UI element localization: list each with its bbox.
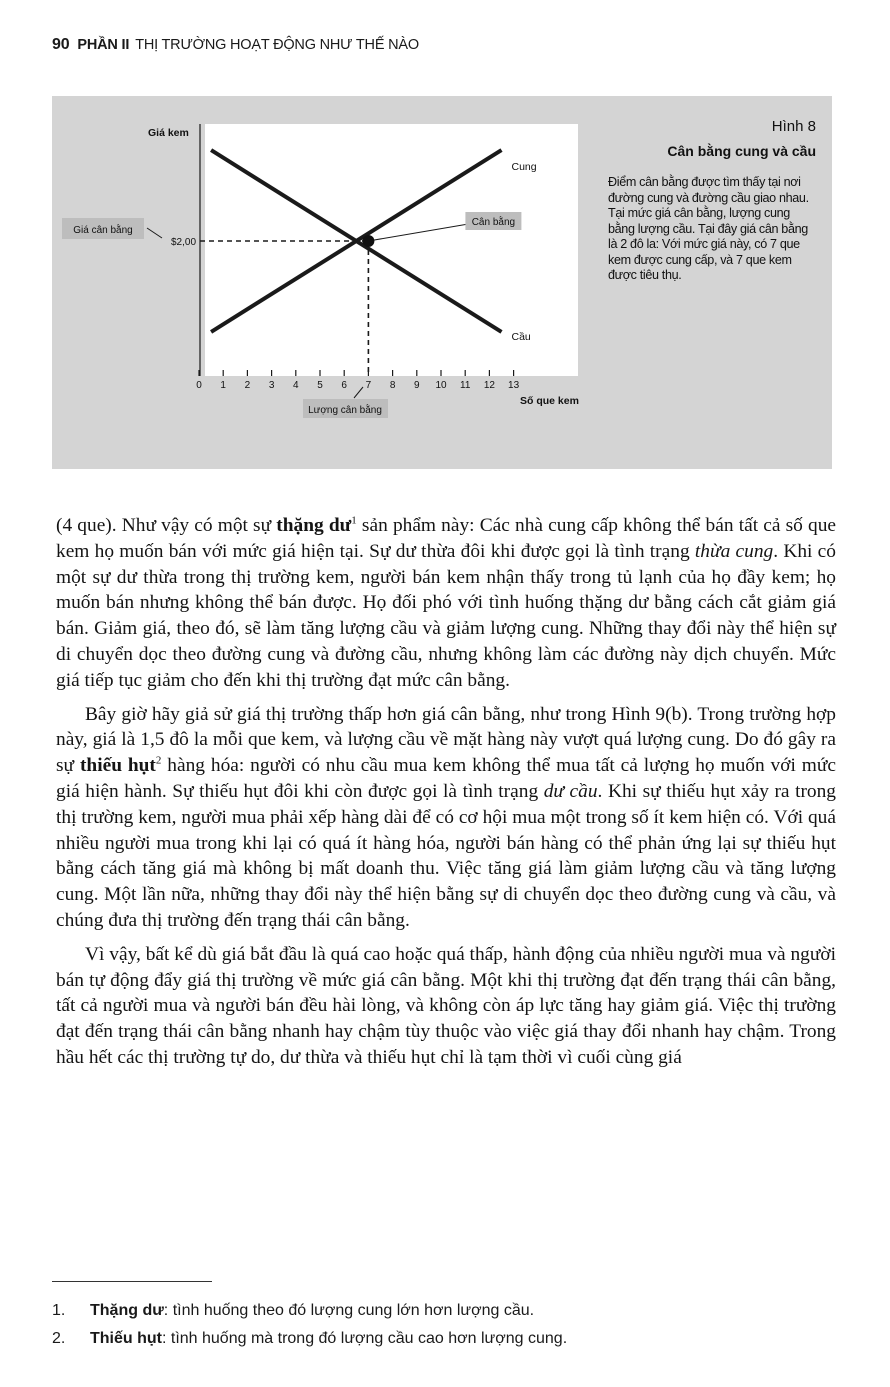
footnote-term: Thặng dư (90, 1302, 164, 1319)
paragraph-1 (56, 513, 836, 694)
footnote-text: : tình huống theo đó lượng cung lớn hơn lượng cầu. (163, 1302, 535, 1319)
figure-title: Cân bằng cung và cầu (667, 143, 816, 159)
x-tick-label: 7 (365, 380, 372, 391)
equilibrium-label: Cân bằng (471, 217, 516, 228)
price-tick-label: $2,00 (171, 237, 197, 248)
term-excess-supply: thừa cung (694, 540, 774, 562)
paragraph-2 (56, 702, 836, 934)
x-tick-label: 0 (196, 380, 202, 391)
footnote-divider (52, 1281, 212, 1282)
footnote-number: 1. (52, 1302, 66, 1319)
p1-text-c: sản phẩm này: Các nhà cung cấp không thể bán tất cả số que kem họ muốn bán với mức giá hiện tại. Sự dư thừa đôi khi được gọi là tình trạng (56, 515, 837, 562)
body-text (56, 513, 836, 1079)
x-tick-label: 10 (435, 380, 447, 391)
page-number: 90 (52, 36, 70, 53)
x-tick-label: 12 (483, 380, 495, 391)
supply-label: Cung (511, 161, 537, 174)
x-tick-label: 3 (268, 380, 275, 391)
term-excess-demand: dư cầu (543, 780, 598, 802)
part-label: PHẦN II (77, 37, 130, 53)
quantity-annotation-label: Lượng cân bằng (308, 405, 382, 416)
x-tick-label: 2 (244, 380, 251, 391)
x-tick-label: 4 (293, 380, 299, 391)
footnote-text: : tình huống mà trong đó lượng cầu cao hơn lượng cung. (161, 1330, 568, 1347)
x-tick-label: 5 (317, 380, 323, 391)
x-tick-label: 11 (460, 380, 471, 391)
x-axis-label: Số que kem (520, 395, 579, 407)
section-title: THỊ TRƯỜNG HOẠT ĐỘNG NHƯ THẾ NÀO (135, 37, 419, 53)
figure-number: Hình 8 (771, 118, 816, 135)
footnote-1 (52, 1297, 842, 1325)
x-tick-label: 6 (341, 380, 347, 391)
equilibrium-point (362, 235, 374, 247)
p2-text-e: . Khi sự thiếu hụt xảy ra trong thị trường kem, người mua phải xếp hàng dài để có cơ hội mua một trong số ít kem hiện có. Với quá nhiều người mua trong khi lại có quá ít hàng hóa, người bán hàng có thể phản ứng lại sự thiếu hụt bằng cách tăng giá mà không bị mất doanh thu. Việc tăng giá làm giảm lượng cầu và tăng lượng cung. Một lần nữa, những thay đổi này thể hiện bằng sự di chuyển dọc theo đường cung và cầu, và chúng đưa thị trường đến trạng thái cân bằng. (56, 780, 836, 931)
price-annotation-label: Giá cân bằng (73, 225, 133, 236)
footnote-ref-1: 1 (351, 514, 357, 527)
footnote-number: 2. (52, 1330, 66, 1347)
footnote-term: Thiếu hụt (90, 1330, 162, 1347)
footnote-2 (52, 1325, 842, 1353)
x-tick-label: 13 (508, 380, 520, 391)
x-tick-label: 8 (389, 380, 396, 391)
p2-text-a: Bây giờ hãy giả sử giá thị trường thấp hơn giá cân bằng, như trong Hình 9(b). Trong trường hợp này, giá là 1,5 đô la mỗi que kem, và lượng cầu về mặt hàng này vượt quá lượng cung. Do đó gây ra sự (56, 703, 836, 777)
paragraph-3: Vì vậy, bất kể dù giá bắt đầu là quá cao hoặc quá thấp, hành động của nhiều người mua và người bán tự động đẩy giá thị trường về mức giá cân bằng. Một khi thị trường đạt đến trạng thái cân bằng, tất cả người mua và người bán đều hài lòng, và không còn áp lực tăng hay giảm giá. Việc thị trường đạt đến trạng thái cân bằng nhanh hay chậm tùy thuộc vào việc giá thay đổi nhanh hay chậm. Trong hầu hết các thị trường tự do, dư thừa và thiếu hụt chỉ là tạm thời vì cuối cùng giá (56, 943, 836, 1068)
y-axis-label: Giá kem (148, 127, 189, 139)
term-shortage: thiếu hụt (79, 755, 156, 777)
p2-text-c: hàng hóa: người có nhu cầu mua kem không thể mua tất cả lượng họ muốn với mức giá hiện hành. Sự thiếu hụt đôi khi còn được gọi là tình trạng (56, 755, 836, 802)
figure-description: Điểm cân bằng được tìm thấy tại nơi đường cung và đường cầu giao nhau. Tại mức giá cân bằng, lượng cung bằng lượng cầu. Tại đây giá cân bằng là 2 đô la: Với mức giá này, có 7 que kem được cung cấp, và 7 que kem được tiêu thụ. (608, 175, 809, 282)
p1-text-e: . Khi có một sự dư thừa trong thị trường kem, người bán kem nhận thấy trong tủ lạnh của họ đầy kem; họ muốn bán nhưng không thể bán được. Họ đối phó với tình huống thặng dư bằng cách cắt giảm giá bán. Giảm giá, theo đó, sẽ làm tăng lượng cầu và giảm lượng cung. Những thay đổi này thể hiện sự di chuyển dọc theo đường cung và đường cầu, nhưng không làm các đường này dịch chuyển. Mức giá tiếp tục giảm cho đến khi thị trường đạt mức cân bằng. (56, 540, 836, 691)
page-header (52, 36, 419, 54)
footnotes (52, 1297, 842, 1353)
footnote-ref-2: 2 (155, 754, 162, 767)
term-surplus: thặng dư (276, 515, 352, 536)
quantity-annotation-pointer (354, 387, 363, 398)
figure-caption (608, 118, 816, 284)
figure-panel (52, 96, 832, 469)
x-tick-label: 9 (414, 380, 420, 391)
x-tick-label: 1 (220, 380, 226, 391)
demand-label: Cầu (511, 330, 531, 343)
p1-text-a: (4 que). Như vậy có một sự (56, 515, 277, 536)
price-annotation-pointer (147, 228, 162, 238)
